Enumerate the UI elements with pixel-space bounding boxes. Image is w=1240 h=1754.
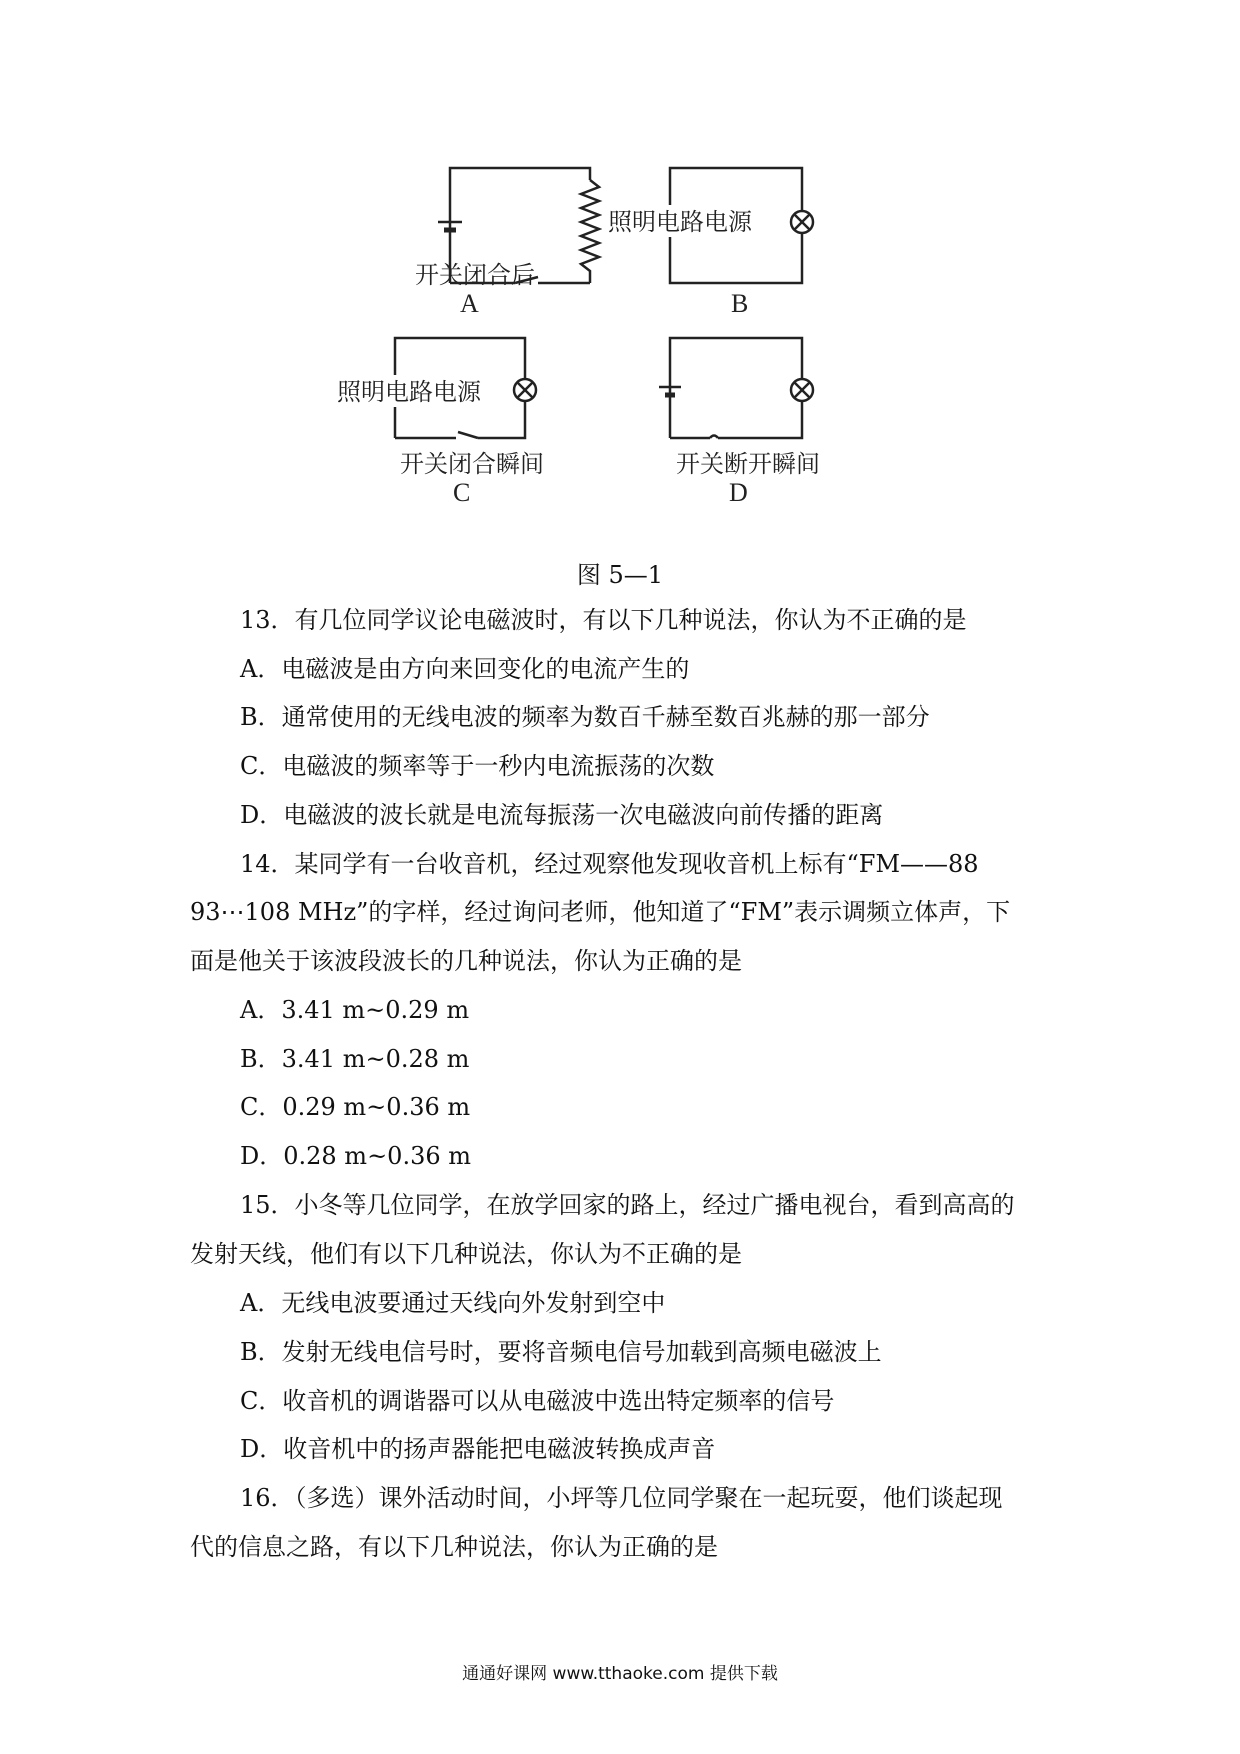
circuit-diagram: [337, 150, 930, 540]
question-16-stem-line-1: 16．（多选）课外活动时间，小坪等几位同学聚在一起玩耍，他们谈起现: [240, 1484, 1003, 1512]
circuit-d: [659, 338, 813, 438]
question-14-option-b: B．3.41 m~0.28 m: [240, 1045, 470, 1073]
question-15-stem-line-1: 15．小冬等几位同学，在放学回家的路上，经过广播电视台，看到高高的: [240, 1191, 1015, 1219]
question-13-option-a: A．电磁波是由方向来回变化的电流产生的: [240, 655, 690, 683]
circuit-b-letter: B: [731, 289, 749, 318]
question-15-option-c: C．收音机的调谐器可以从电磁波中选出特定频率的信号: [240, 1387, 835, 1415]
question-14-option-a: A．3.41 m~0.29 m: [240, 996, 470, 1024]
question-15-option-b: B．发射无线电信号时，要将音频电信号加载到高频电磁波上: [240, 1338, 882, 1366]
question-13-option-b: B．通常使用的无线电波的频率为数百千赫至数百兆赫的那一部分: [240, 703, 930, 731]
figure-caption: 图 5—1: [576, 561, 664, 589]
circuit-a-letter: A: [460, 289, 479, 318]
question-13-option-c: C．电磁波的频率等于一秒内电流振荡的次数: [240, 752, 715, 780]
question-15-option-d: D．收音机中的扬声器能把电磁波转换成声音: [240, 1435, 716, 1463]
question-13-stem: 13．有几位同学议论电磁波时，有以下几种说法，你认为不正确的是: [240, 606, 967, 634]
question-14-stem-line-3: 面是他关于该波段波长的几种说法，你认为正确的是: [190, 947, 742, 975]
question-16-stem-line-2: 代的信息之路，有以下几种说法，你认为正确的是: [190, 1533, 718, 1561]
question-14-option-d: D．0.28 m~0.36 m: [240, 1142, 471, 1170]
circuit-c-letter: C: [453, 478, 471, 507]
question-15-stem-line-2: 发射天线，他们有以下几种说法，你认为不正确的是: [190, 1240, 742, 1268]
page-footer: 通通好课网 www.tthaoke.com 提供下载: [462, 1664, 778, 1684]
question-14-option-c: C．0.29 m~0.36 m: [240, 1093, 471, 1121]
circuit-a-label: 开关闭合后: [415, 261, 535, 289]
question-14-stem-line-1: 14．某同学有一台收音机，经过观察他发现收音机上标有“FM——88: [240, 850, 979, 878]
circuit-d-label: 开关断开瞬间: [676, 450, 820, 478]
figure-5-1: [337, 150, 930, 540]
circuit-b-label: 照明电路电源: [608, 208, 752, 236]
circuit-c-sublabel: 开关闭合瞬间: [400, 450, 544, 478]
question-13-option-d: D．电磁波的波长就是电流每振荡一次电磁波向前传播的距离: [240, 801, 884, 829]
circuit-d-letter: D: [729, 478, 748, 507]
question-15-option-a: A．无线电波要通过天线向外发射到空中: [240, 1289, 666, 1317]
circuit-c-label: 照明电路电源: [337, 378, 481, 406]
question-14-stem-line-2: 93⋯108 MHz”的字样，经过询问老师，他知道了“FM”表示调频立体声，下: [190, 898, 1011, 926]
